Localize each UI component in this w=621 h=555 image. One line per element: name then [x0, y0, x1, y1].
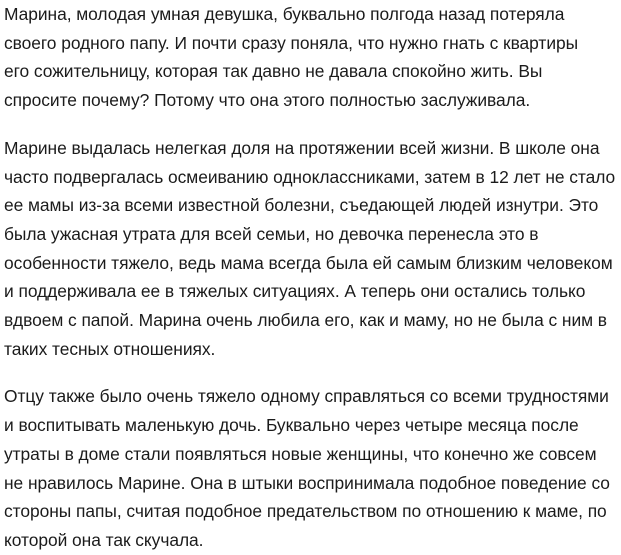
paragraph-line: не нравилось Марине. Она в штыки воспринимала подобное поведение со [4, 472, 610, 493]
article-paragraph-2 [4, 134, 621, 364]
article-paragraph-3 [4, 382, 621, 554]
paragraph-line: особенности тяжело, ведь мама всегда была ей самым близким человеком [4, 252, 613, 273]
paragraph-line: стороны папы, считая подобное предательством по отношению к маме, по [4, 501, 607, 522]
paragraph-line: которой она так скучала. [4, 529, 204, 550]
paragraph-line: Марине выдалась нелегкая доля на протяжении всей жизни. В школе она [4, 137, 600, 158]
paragraph-line: часто подвергалась осмеиванию одноклассниками, затем в 12 лет не стало [4, 166, 616, 187]
paragraph-line: утраты в доме стали появляться новые женщины, что конечно же совсем [4, 443, 597, 464]
paragraph-line: его сожительницу, которая так давно не давала спокойно жить. Вы [4, 61, 543, 82]
paragraph-line: Марина, молодая умная девушка, буквально полгода назад потеряла [4, 4, 565, 24]
paragraph-line: ее мамы из-за всеми известной болезни, съедающей людей изнутри. Это [4, 195, 599, 216]
paragraph-line: была ужасная утрата для всей семьи, но девочка перенесла это в [4, 223, 539, 244]
paragraph-line: и поддерживала ее в тяжелых ситуациях. А теперь они остались только [4, 281, 586, 302]
paragraph-line: своего родного папу. И почти сразу поняла, что нужно гнать с квартиры [4, 32, 579, 53]
article-paragraph-1 [4, 0, 621, 115]
paragraph-line: и воспитывать маленькую дочь. Буквально через четыре месяца после [4, 415, 579, 436]
paragraph-line: таких тесных отношениях. [4, 338, 216, 359]
paragraph-line: Отцу также было очень тяжело одному справляться со всеми трудностями [4, 386, 609, 407]
paragraph-line: вдвоем с папой. Марина очень любила его, как и маму, но не была с ним в [4, 310, 607, 331]
paragraph-line: спросите почему? Потому что она этого полностью заслуживала. [4, 90, 531, 111]
